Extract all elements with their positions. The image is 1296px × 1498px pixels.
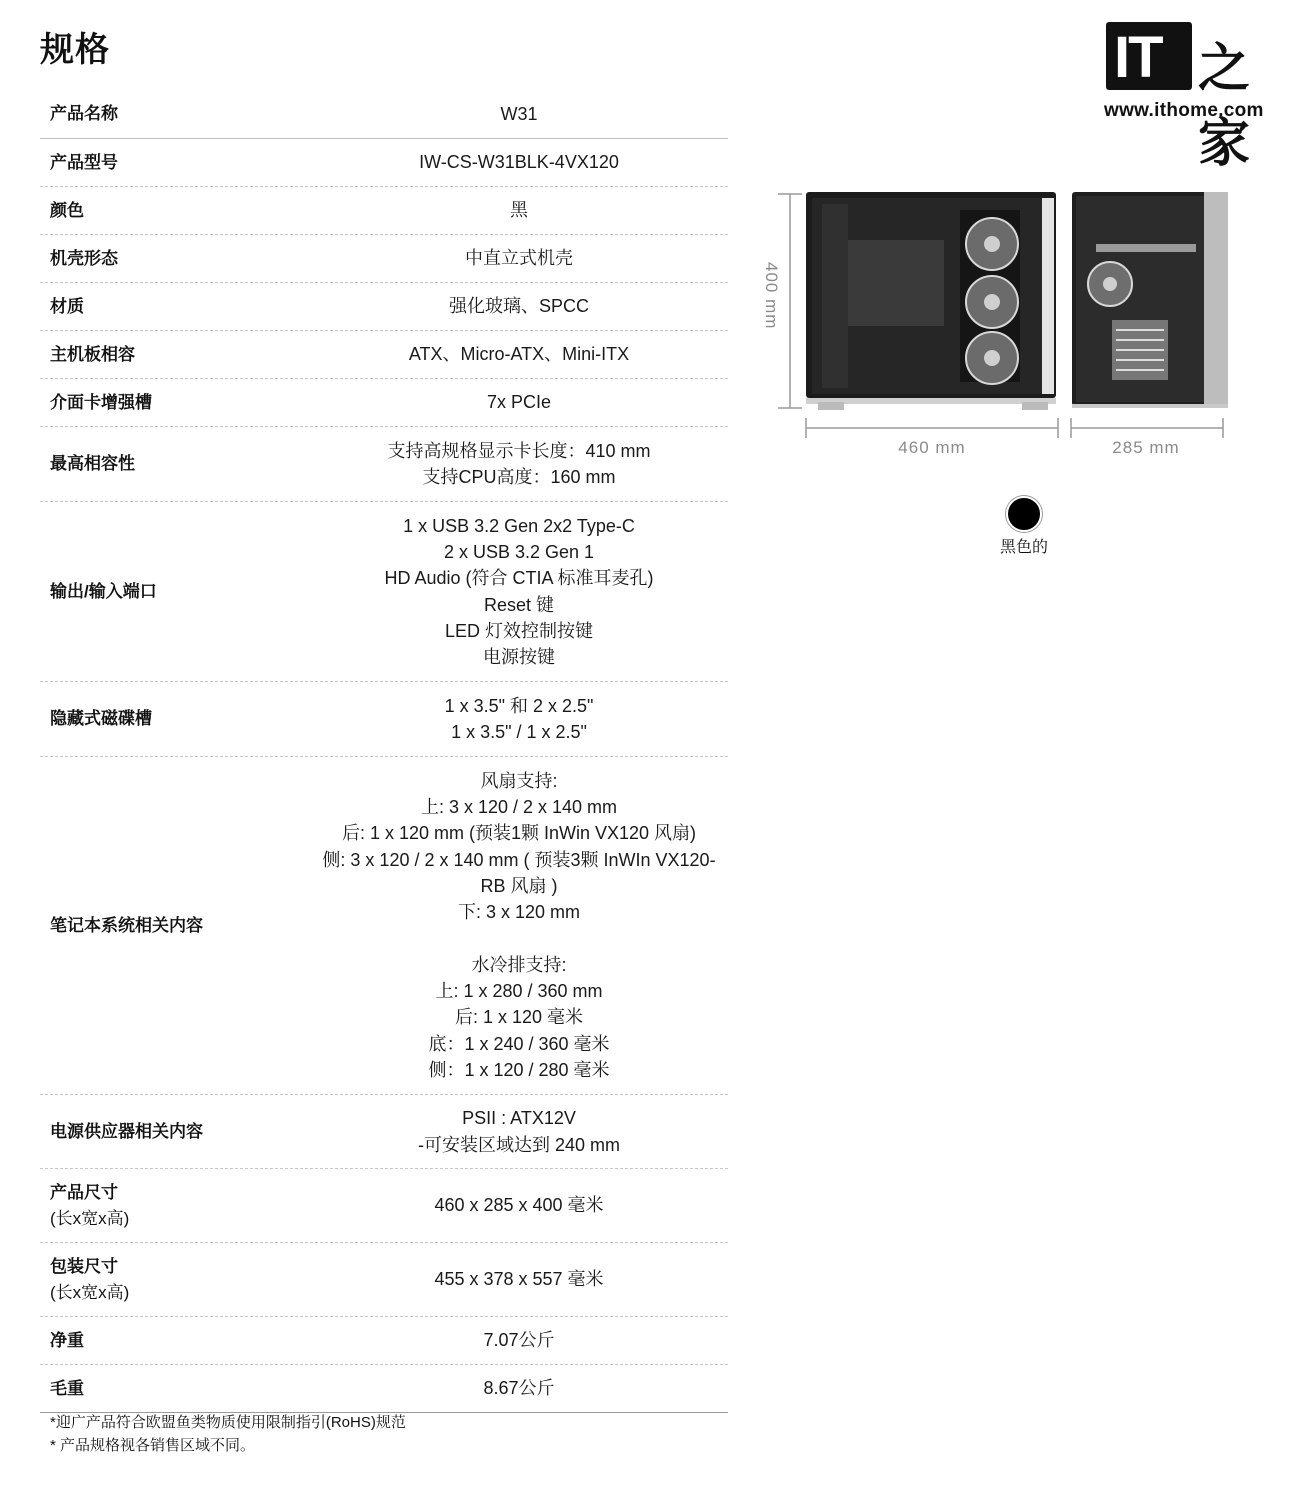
ithome-logo[interactable] <box>1104 22 1276 174</box>
spec-row-model <box>40 139 728 187</box>
spec-label: 颜色 <box>50 200 84 220</box>
spec-value: 455 x 378 x 557 毫米 <box>434 1269 604 1290</box>
spec-row-io <box>40 502 728 682</box>
height-dimension-label: 400 mm <box>762 262 781 330</box>
color-swatch[interactable] <box>1006 496 1042 532</box>
spec-label: 电源供应器相关内容 <box>50 1121 203 1141</box>
logo-cn-text: 之家 <box>1198 38 1251 174</box>
spec-value: 7x PCIe <box>486 392 552 413</box>
spec-value: IW-CS-W31BLK-4VX120 <box>419 152 619 173</box>
spec-value: 强化玻璃、SPCC <box>448 296 589 317</box>
spec-row-net-weight <box>40 1317 728 1365</box>
spec-label: 介面卡增强槽 <box>50 392 152 412</box>
spec-row-drive-bays <box>40 682 728 757</box>
spec-label: 材质 <box>50 296 84 316</box>
spec-label: 产品型号 <box>50 152 118 172</box>
footnote-rohs: *迎广产品符合欧盟鱼类物质使用限制指引(RoHS)规范 <box>50 1414 406 1431</box>
spec-label <box>40 1180 310 1232</box>
spec-row-motherboard <box>40 331 728 379</box>
product-images <box>760 180 1240 480</box>
spec-label: 输出/输入端口 <box>50 581 157 601</box>
spec-value: 支持高规格显示卡长度：410 mm 支持CPU高度：160 mm <box>387 440 651 487</box>
logo-it-mark: IT <box>1106 22 1192 90</box>
spec-table <box>40 90 728 1413</box>
spec-row-gross-weight <box>40 1365 728 1413</box>
spec-label: 隐藏式磁碟槽 <box>50 709 152 728</box>
spec-value: 8.67公斤 <box>483 1378 555 1399</box>
spec-row-color <box>40 187 728 235</box>
spec-label-sub: (长x宽x高) <box>50 1208 130 1228</box>
color-option-black[interactable] <box>994 496 1054 557</box>
spec-value: 1 x 3.5" 和 2 x 2.5" 1 x 3.5" / 1 x 2.5" <box>444 695 594 742</box>
spec-value: W31 <box>500 103 538 124</box>
spec-label: 毛重 <box>50 1378 84 1398</box>
spec-label: 笔记本系统相关内容 <box>50 915 203 935</box>
spec-row-product-size <box>40 1169 728 1243</box>
spec-value: 1 x USB 3.2 Gen 2x2 Type-C 2 x USB 3.2 Gen 1 HD Audio (符合 CTIA 标准耳麦孔) Reset 键 LED 灯效控制按键 电源按键 <box>384 515 654 668</box>
spec-row-compat <box>40 427 728 502</box>
footnotes <box>50 1411 406 1457</box>
length-dimension-label: 460 mm <box>898 438 966 457</box>
spec-label <box>40 1254 310 1306</box>
width-dimension-label: 285 mm <box>1112 438 1180 457</box>
spec-value: 风扇支持: 上: 3 x 120 / 2 x 140 mm 后: 1 x 120 mm (预装1颗 InWin VX120 风扇) 侧: 3 x 120 / 2 x 140 mm ( 预装3颗 InWIn VX120- RB 风扇 ) 下: 3 x 120 mm 水冷排支持: 上: 1 x 280 / 360 mm 后: 1 x 120 毫米 底：1 x 240 / 360 毫米 侧：1 x 120 / 280 毫米 <box>322 770 716 1080</box>
case-diagram <box>760 180 1240 480</box>
spec-value: PSII : ATX12V -可安装区域达到 240 mm <box>417 1108 621 1155</box>
spec-row-material <box>40 283 728 331</box>
spec-value: 中直立式机壳 <box>465 248 573 269</box>
spec-label: 产品名称 <box>50 104 118 123</box>
spec-label: 净重 <box>50 1330 84 1350</box>
spec-value: 7.07公斤 <box>483 1330 555 1351</box>
spec-row-expansion <box>40 379 728 427</box>
spec-label-main: 产品尺寸 <box>50 1182 118 1202</box>
spec-label: 机壳形态 <box>50 248 118 268</box>
page-title: 规格 <box>40 31 110 69</box>
spec-row-package-size <box>40 1243 728 1317</box>
footnote-region: * 产品规格视各销售区域不同。 <box>50 1437 256 1454</box>
spec-value: 黑 <box>510 200 528 221</box>
spec-value: 460 x 285 x 400 毫米 <box>434 1195 604 1216</box>
spec-value: ATX、Micro-ATX、Mini-ITX <box>408 344 630 365</box>
case-front-view <box>1072 192 1228 408</box>
case-side-view <box>806 192 1056 410</box>
spec-row-form <box>40 235 728 283</box>
spec-label-sub: (长x宽x高) <box>50 1282 130 1302</box>
spec-row-cooling <box>40 757 728 1095</box>
logo-url[interactable]: www.ithome.com <box>1104 100 1264 121</box>
spec-row-name <box>40 90 728 139</box>
spec-label-main: 包装尺寸 <box>50 1256 118 1276</box>
color-swatch-label: 黑色的 <box>999 539 1048 556</box>
spec-label: 最高相容性 <box>50 454 135 473</box>
spec-label: 主机板相容 <box>50 344 135 364</box>
spec-row-psu <box>40 1095 728 1169</box>
